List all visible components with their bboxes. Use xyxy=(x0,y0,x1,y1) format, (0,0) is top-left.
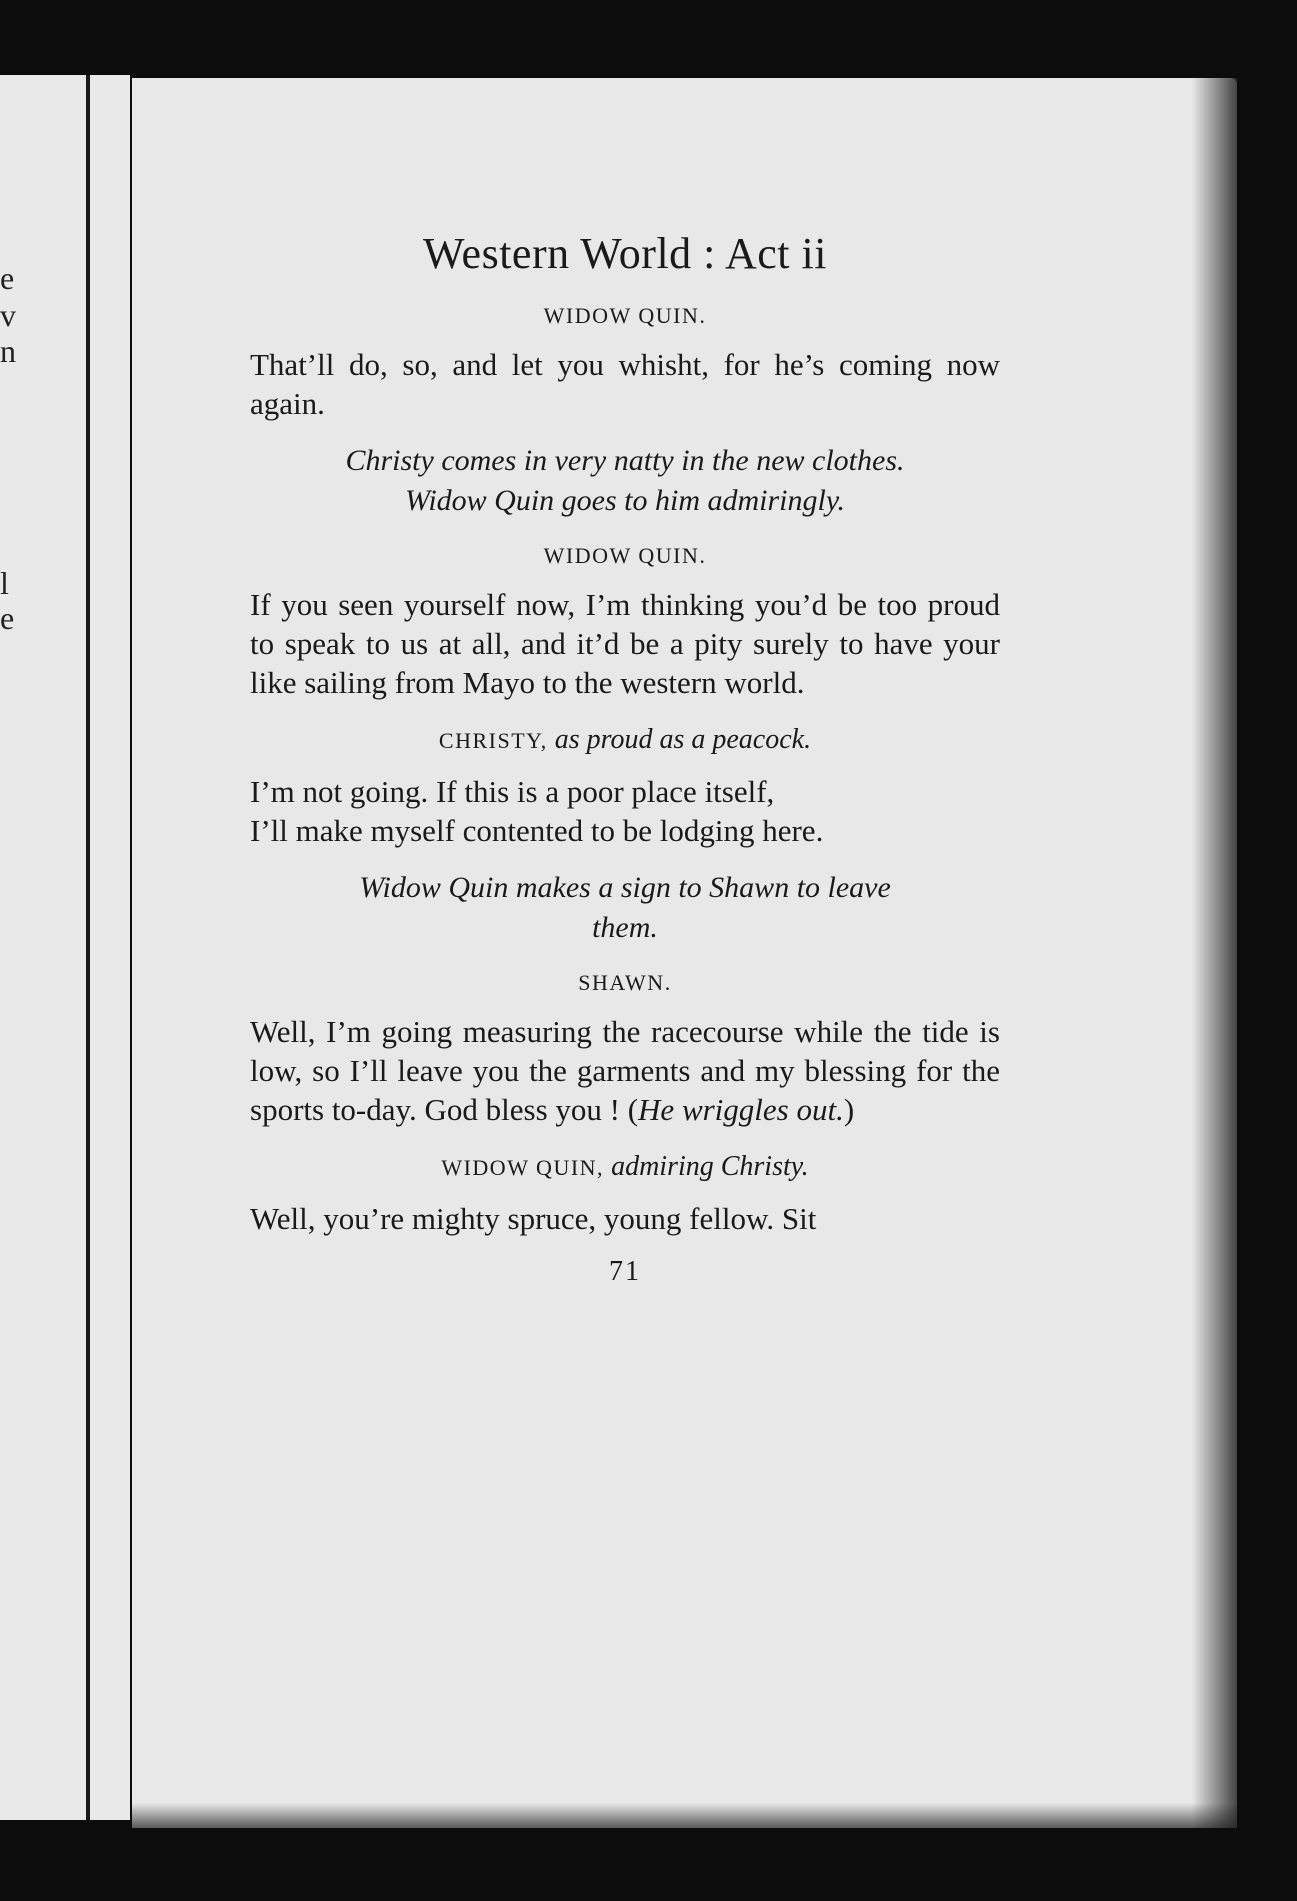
page-number: 71 xyxy=(609,1256,641,1287)
speaker-name: CHRISTY, xyxy=(438,728,548,753)
speaker-name: WIDOW QUIN, xyxy=(441,1155,605,1180)
speech-line: I’m not going. If this is a poor place itself, xyxy=(250,774,775,809)
book-page xyxy=(132,78,1237,1828)
page-edge-shadow xyxy=(1192,78,1237,1828)
speaker-direction: as proud as a peacock. xyxy=(554,724,812,755)
speaker-name: WIDOW QUIN. xyxy=(543,303,707,328)
edge-letter: e xyxy=(0,600,15,636)
stage-direction xyxy=(250,441,1000,521)
speaker-heading xyxy=(250,724,1000,756)
speech: That’ll do, so, and let you whisht, for he’s coming now again. xyxy=(250,347,1000,421)
stage-direction-line: Widow Quin makes a sign to Shawn to leave xyxy=(359,871,891,904)
speaker-heading xyxy=(250,1151,1000,1183)
stage-direction xyxy=(250,868,1000,948)
speaker-direction: admiring Christy. xyxy=(611,1151,809,1182)
edge-letter: l xyxy=(0,565,9,601)
speech-text: Well, I’m going measuring the racecourse while the tide is low, so I’ll leave you the garments and my blessing for the sports to-day. God bless you ! xyxy=(250,1014,1000,1127)
speaker-name: SHAWN. xyxy=(578,970,672,995)
speech xyxy=(250,1012,1000,1129)
inline-direction-open: ( xyxy=(627,1092,639,1127)
edge-letter: v xyxy=(0,297,16,333)
speech: If you seen yourself now, I’m thinking you’d be too proud to speak to us at all, and it’d be a pity surely to have your like sailing from Mayo to the western world. xyxy=(250,587,1000,700)
inline-direction: He wriggles out. xyxy=(638,1092,844,1127)
edge-letter: n xyxy=(0,333,16,369)
facing-page-edge-text xyxy=(0,75,30,1820)
book-gutter xyxy=(86,75,90,1820)
page-text xyxy=(250,228,1000,1288)
speech-line: I’ll make myself contented to be lodging here. xyxy=(250,813,824,848)
inline-direction-close: ) xyxy=(843,1092,855,1127)
speaker-name: WIDOW QUIN. xyxy=(543,543,707,568)
speech: Well, you’re mighty spruce, young fellow. Sit xyxy=(250,1201,817,1236)
edge-letter: e xyxy=(0,260,15,296)
speech xyxy=(250,772,1000,850)
page-bottom-shadow xyxy=(132,1803,1237,1828)
stage-direction-line: Christy comes in very natty in the new clothes. xyxy=(345,444,905,477)
facing-page xyxy=(0,75,130,1820)
running-head: Western World : Act ii xyxy=(423,229,827,278)
stage-direction-line: them. xyxy=(592,911,658,944)
stage-direction-line: Widow Quin goes to him admiringly. xyxy=(404,484,845,517)
